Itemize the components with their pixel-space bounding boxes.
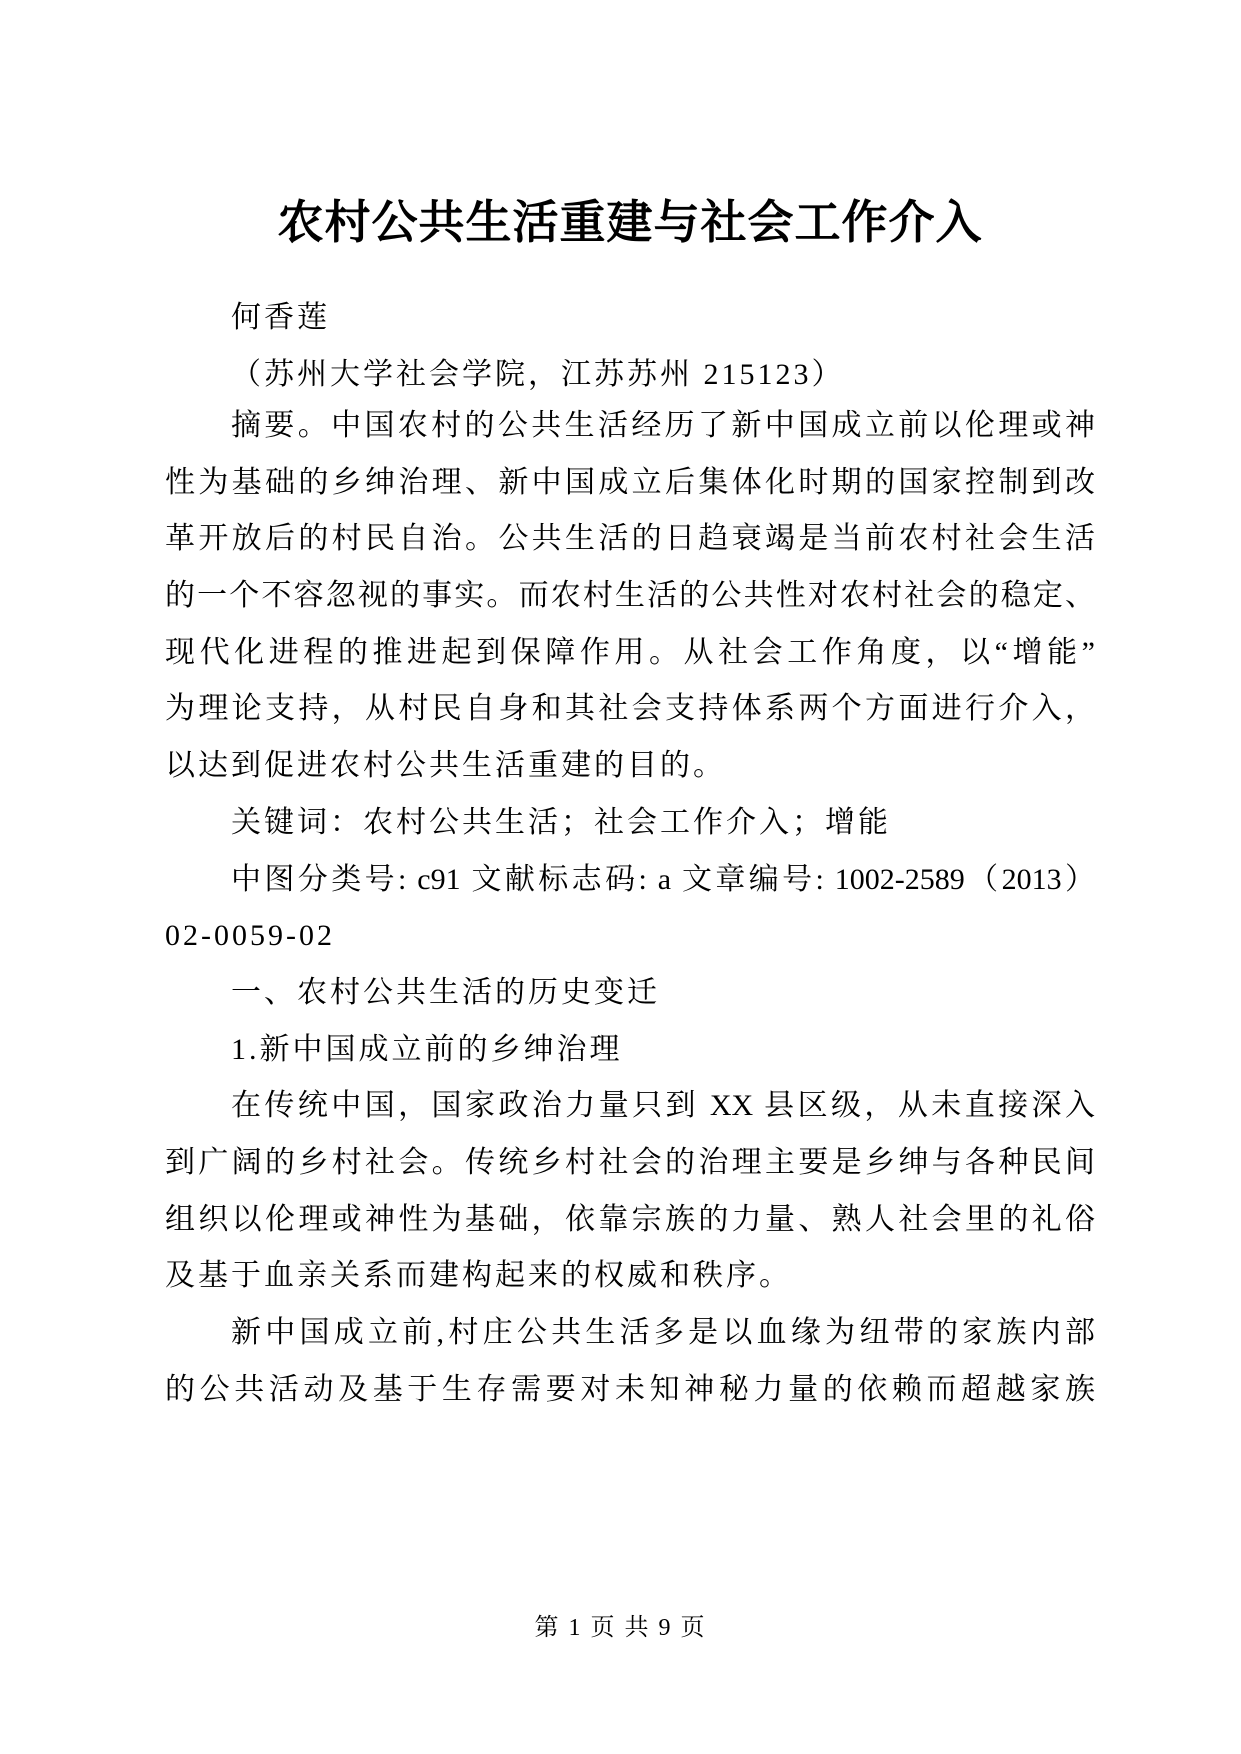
text-line: 性为基础的乡绅治理、新中国成立后集体化时期的国家控制到改 [165,465,1095,499]
classification-paragraph [165,852,1095,965]
text-line: 02-0059-02 [165,919,335,953]
page-number: 第 1 页 共 9 页 [534,1615,707,1641]
text-line: 在传统中国，国家政治力量只到 XX 县区级，从未直接深入 [231,1089,1095,1123]
body-paragraph-1 [165,1078,1095,1305]
text-line: 为理论支持，从村民自身和其社会支持体系两个方面进行介入， [165,692,1095,726]
section-heading [165,965,1095,1022]
text-line: 组织以伦理或神性为基础，依靠宗族的力量、熟人社会里的礼俗 [165,1202,1095,1236]
keywords-paragraph [165,795,1095,852]
text-line: 新中国成立前,村庄公共生活多是以血缘为纽带的家族内部 [231,1316,1095,1349]
text-line: 中图分类号: c91 文献标志码: a 文章编号: 1002-2589（2013） [231,862,1095,896]
text-line: 摘要。中国农村的公共生活经历了新中国成立前以伦理或神 [231,409,1095,442]
text-line: 的公共活动及基于生存需要对未知神秘力量的依赖而超越家族 [165,1372,1095,1406]
body-paragraph-2 [165,1305,1095,1418]
author-name: 何香莲 [231,301,330,334]
abstract-paragraph [165,398,1095,795]
page-footer [0,1612,1241,1644]
subsection-heading [165,1022,1095,1079]
document-body [165,398,1095,1418]
text-line: 以达到促进农村公共生活重建的目的。 [165,749,726,783]
author-affiliation: （苏州大学社会学院，江苏苏州 215123） [231,358,845,391]
text-line: 现代化进程的推进起到保障作用。从社会工作角度，以“增能” [165,635,1095,669]
text-line: 革开放后的村民自治。公共生活的日趋衰竭是当前农村社会生活 [165,522,1095,556]
text-line: 的一个不容忽视的事实。而农村生活的公共性对农村社会的稳定、 [165,579,1095,613]
text-line: 及基于血亲关系而建构起来的权威和秩序。 [165,1259,792,1293]
text-line: 到广阔的乡村社会。传统乡村社会的治理主要是乡绅与各种民间 [165,1145,1095,1179]
text-line: 1.新中国成立前的乡绅治理 [231,1032,623,1066]
text-line: 关键词：农村公共生活；社会工作介入；增能 [231,805,891,839]
text-line: 一、农村公共生活的历史变迁 [231,975,660,1009]
document-title: 农村公共生活重建与社会工作介入 [277,197,983,248]
